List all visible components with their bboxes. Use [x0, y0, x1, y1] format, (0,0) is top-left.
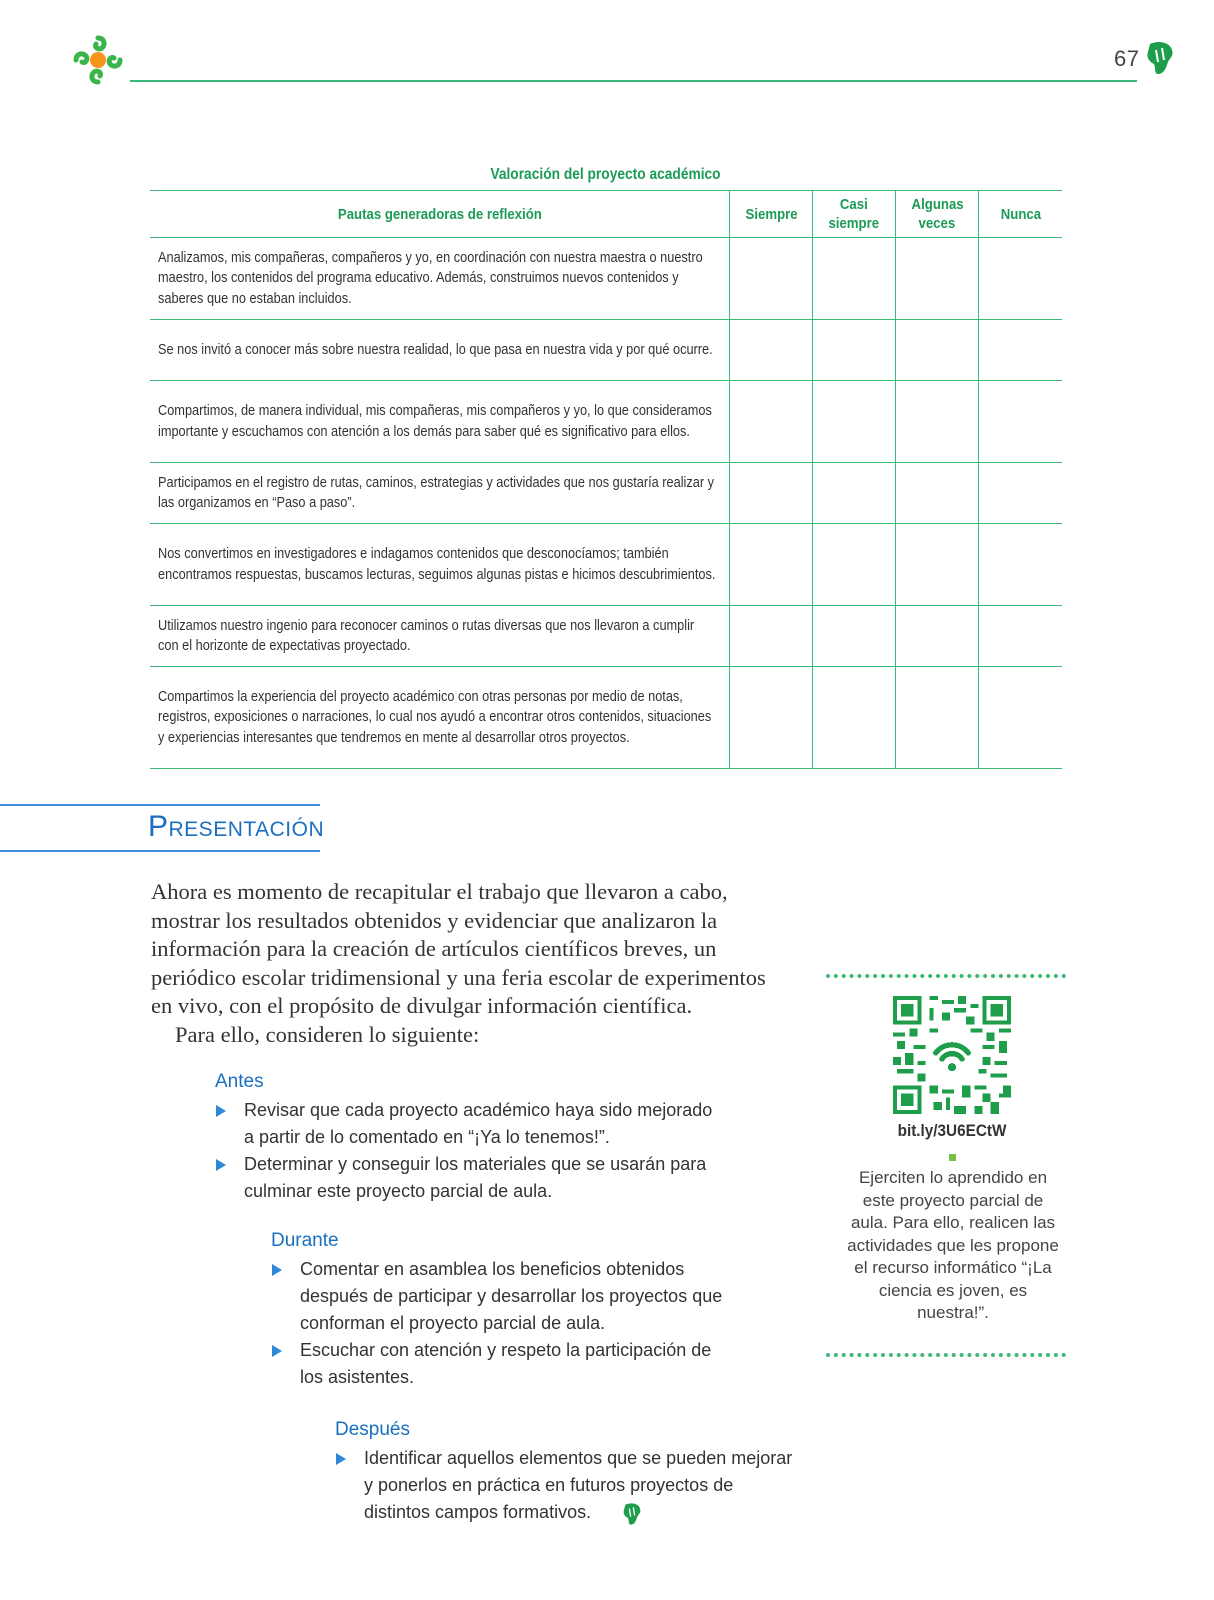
durante-list — [271, 1256, 731, 1391]
table-row — [150, 606, 1062, 667]
intro-paragraph: Para ello, consideren lo siguiente: — [175, 1021, 480, 1047]
cell-casi-siempre[interactable] — [813, 238, 896, 320]
cell-nunca[interactable] — [979, 524, 1062, 606]
antes-heading: Antes — [215, 1071, 264, 1092]
cell-siempre[interactable] — [730, 463, 813, 524]
bullet-arrow-icon — [216, 1105, 226, 1117]
cell-nunca[interactable] — [979, 463, 1062, 524]
section-rule-bottom — [0, 850, 320, 852]
bullet-arrow-icon — [216, 1159, 226, 1171]
row-prompt: Analizamos, mis compañeras, compañeros y yo, en coordinación con nuestra maestra o nuestro maestro, los contenidos del programa educativo. Además, construimos nuevos contenidos y saberes que no estaban incluidos. — [150, 238, 730, 320]
cell-siempre[interactable] — [730, 381, 813, 463]
qr-code-icon[interactable] — [893, 996, 1011, 1114]
bullet-arrow-icon — [272, 1345, 282, 1357]
list-item: Identificar aquellos elementos que se pueden mejorar y ponerlos en práctica en futuros proyectos de distintos campos formativos. — [335, 1445, 795, 1526]
antes-block — [215, 1071, 715, 1205]
cell-casi-siempre[interactable] — [813, 524, 896, 606]
green-glyph-icon — [621, 1502, 643, 1526]
table-row — [150, 667, 1062, 769]
cell-siempre[interactable] — [730, 320, 813, 381]
list-item: Escuchar con atención y respeto la participación de los asistentes. — [271, 1337, 731, 1391]
table-row — [150, 320, 1062, 381]
antes-list — [215, 1097, 715, 1205]
cell-siempre[interactable] — [730, 667, 813, 769]
cell-nunca[interactable] — [979, 238, 1062, 320]
row-prompt: Nos convertimos en investigadores e indagamos contenidos que desconocíamos; también encontramos respuestas, buscamos lecturas, seguimos algunas pistas e hicimos descubrimientos. — [150, 524, 730, 606]
column-header-siempre: Siempre — [730, 191, 813, 238]
list-item: Comentar en asamblea los beneficios obtenidos después de participar y desarrollar los proyectos que conforman el proyecto parcial de aula. — [271, 1256, 731, 1337]
list-item: Revisar que cada proyecto académico haya sido mejorado a partir de lo comentado en “¡Ya lo tenemos!”. — [215, 1097, 715, 1151]
cell-algunas-veces[interactable] — [896, 463, 979, 524]
sidebar-text: Ejerciten lo aprendido en este proyecto parcial de aula. Para ello, realicen las actividades que les propone el recurso informático “¡La ciencia es joven, es nuestra!”. — [847, 1168, 1059, 1322]
table-row — [150, 381, 1062, 463]
intro-text — [151, 878, 791, 1049]
sidebar-dotted-rule-top — [826, 974, 1066, 978]
despues-heading: Después — [335, 1419, 410, 1440]
table-row — [150, 238, 1062, 320]
section-rule-top — [0, 804, 320, 806]
row-prompt: Compartimos la experiencia del proyecto académico con otras personas por medio de notas, registros, exposiciones o narraciones, lo cual nos ayudó a encontrar otros contenidos, situaciones y experiencias interesantes que tendremos en mente al desarrollar otros proyectos. — [150, 667, 730, 769]
cell-algunas-veces[interactable] — [896, 606, 979, 667]
column-header-casi-siempre: Casi siempre — [813, 191, 896, 238]
despues-block — [335, 1419, 795, 1526]
durante-block — [271, 1230, 731, 1391]
cell-siempre[interactable] — [730, 238, 813, 320]
cell-algunas-veces[interactable] — [896, 524, 979, 606]
bullet-arrow-icon — [272, 1264, 282, 1276]
cell-algunas-veces[interactable] — [896, 238, 979, 320]
column-header-nunca: Nunca — [979, 191, 1062, 238]
durante-heading: Durante — [271, 1230, 339, 1251]
despues-list — [335, 1445, 795, 1526]
header-rule — [130, 80, 1137, 82]
table-row — [150, 524, 1062, 606]
intro-paragraph: Ahora es momento de recapitular el trabajo que llevaron a cabo, mostrar los resultados obtenidos y evidenciar que analizaron la información para la creación de artículos científicos breves, un periódico escolar tridimensional y una feria escolar de experimentos en vivo, con el propósito de divulgar información científica. — [151, 879, 766, 1018]
four-leaf-logo-icon — [72, 34, 124, 86]
cell-algunas-veces[interactable] — [896, 320, 979, 381]
cell-nunca[interactable] — [979, 606, 1062, 667]
row-prompt: Participamos en el registro de rutas, caminos, estrategias y actividades que nos gustaría realizar y las organizamos en “Paso a paso”. — [150, 463, 730, 524]
green-glyph-icon — [1144, 40, 1176, 76]
cell-nunca[interactable] — [979, 381, 1062, 463]
qr-url[interactable]: bit.ly/3U6ECtW — [897, 1121, 1007, 1140]
section-title: Presentación — [148, 810, 325, 843]
cell-siempre[interactable] — [730, 524, 813, 606]
list-item: Determinar y conseguir los materiales que se usarán para culminar este proyecto parcial de aula. — [215, 1151, 715, 1205]
cell-algunas-veces[interactable] — [896, 667, 979, 769]
cell-algunas-veces[interactable] — [896, 381, 979, 463]
column-header-algunas-veces: Algunas veces — [896, 191, 979, 238]
cell-casi-siempre[interactable] — [813, 606, 896, 667]
cell-nunca[interactable] — [979, 667, 1062, 769]
column-header-prompt: Pautas generadoras de reflexión — [150, 191, 730, 238]
cell-casi-siempre[interactable] — [813, 320, 896, 381]
cell-casi-siempre[interactable] — [813, 381, 896, 463]
cell-casi-siempre[interactable] — [813, 463, 896, 524]
cell-siempre[interactable] — [730, 606, 813, 667]
sidebar-dot — [949, 1154, 956, 1161]
sidebar-dotted-rule-bottom — [826, 1353, 1066, 1357]
page-number: 67 — [1114, 46, 1140, 71]
cell-casi-siempre[interactable] — [813, 667, 896, 769]
cell-nunca[interactable] — [979, 320, 1062, 381]
table-row — [150, 463, 1062, 524]
table-title: Valoración del proyecto académico — [490, 166, 721, 183]
row-prompt: Utilizamos nuestro ingenio para reconocer caminos o rutas diversas que nos llevaron a cumplir con el horizonte de expectativas proyectado. — [150, 606, 730, 667]
row-prompt: Se nos invitó a conocer más sobre nuestra realidad, lo que pasa en nuestra vida y por qué ocurre. — [150, 320, 730, 381]
table-header-row — [150, 191, 1062, 238]
bullet-arrow-icon — [336, 1453, 346, 1465]
row-prompt: Compartimos, de manera individual, mis compañeras, mis compañeros y yo, lo que consideramos importante y escuchamos con atención a los demás para saber qué es significativo para ellos. — [150, 381, 730, 463]
evaluation-table — [150, 190, 1062, 769]
